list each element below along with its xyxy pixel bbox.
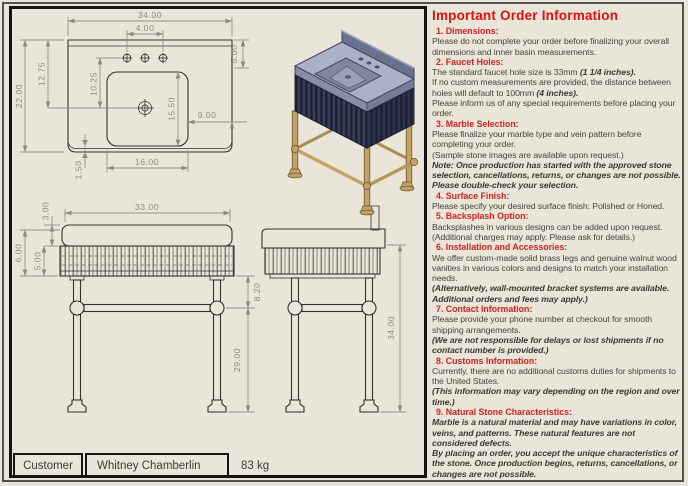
- section-heading: 2. Faucet Holes:: [436, 56, 504, 67]
- section-heading: 9. Natural Stone Characteristics:: [436, 406, 572, 417]
- section-paragraph: Please finalize your marble type and vein pattern before completing your order.: [432, 128, 642, 150]
- customer-name-cell: Whitney Chamberlin: [85, 453, 229, 478]
- dim-top-width: 34.00: [137, 10, 163, 20]
- section-paragraph: Please provide your phone number at checkout for smooth shipping arrangements.: [432, 314, 653, 335]
- top-view: [14, 10, 249, 179]
- dim-side-height: 34.00: [386, 315, 396, 341]
- section-paragraph: (Sample stone images are available upon request.): [432, 149, 624, 160]
- order-info-panel: [432, 7, 682, 479]
- dim-top-backsplash: 5.00: [229, 44, 239, 64]
- section-paragraph: The standard faucet hole size is 33mm (1 1/4 inches).: [432, 67, 636, 78]
- dim-front-slab: 3.00: [40, 201, 51, 221]
- section-heading: 4. Surface Finish:: [436, 190, 510, 201]
- section-heading: 8. Customs Information:: [436, 355, 538, 366]
- iso-view: [288, 31, 418, 215]
- dim-top-basin-depth: 15.50: [166, 96, 177, 122]
- section-heading: 7. Contact Information:: [436, 304, 533, 315]
- section-heading: 6. Installation and Accessories:: [436, 242, 568, 253]
- faucet-holes-symbol: [122, 53, 168, 63]
- top-view-dimensions: [14, 10, 249, 179]
- title-block: [13, 453, 269, 478]
- section-heading: 3. Marble Selection:: [436, 118, 519, 129]
- dim-top-holes: 4.00: [135, 23, 155, 33]
- section-paragraph: By placing an order, you accept the unique characteristics of the stone. Once production begins, returns, cancellations, or changes are not possible.: [432, 448, 678, 479]
- weight-value: 83 kg: [241, 459, 270, 472]
- section-paragraph: If no custom measurements are provided, the distance between holes will default to 100mm (4 inches).: [432, 77, 671, 98]
- dim-front-apron: 6.00: [13, 243, 24, 263]
- dim-front-crossbar: 8.20: [252, 282, 262, 302]
- section-heading: 1. Dimensions:: [436, 26, 499, 36]
- section-paragraph: (Alternatively, wall-mounted bracket systems are available. Additional orders and fees may apply.): [432, 283, 670, 304]
- info-sections: [432, 26, 682, 479]
- section-paragraph: Please inform us of any special requirements before placing your order.: [432, 98, 676, 119]
- section-paragraph: Currently, there are no additional customs duties for shipments to the United States.: [432, 365, 676, 387]
- section-paragraph: Backsplashes in various designs can be added upon request.: [432, 221, 663, 232]
- dim-front-legs: 29.00: [232, 347, 242, 373]
- dim-top-basin-right: 9.00: [197, 110, 217, 120]
- section-paragraph: Marble is a natural material and may have variations in color, veins, and patterns. These natural features are not considered defects.: [432, 417, 677, 448]
- section-paragraph: (We are not responsible for delays or lost shipments if no contact number is provided.): [432, 334, 664, 356]
- section-paragraph: Please do not complete your order before finalizing your overall dimensions and inner basin measurements.: [432, 36, 669, 57]
- section-paragraph: We offer custom-made solid brass legs and genuine walnut wood vanities in various colors and designs to match your installation needs.: [432, 252, 677, 284]
- section-paragraph: (This information may vary depending on the region and over time.): [432, 386, 680, 407]
- section-paragraph: Note: Once production has started with the approved stone selection, cancellations, returns, or changes are not possible. Please double-check your selection.: [432, 159, 681, 191]
- front-view: [14, 202, 263, 412]
- dim-top-drain: 12.75: [36, 61, 47, 87]
- section-paragraph: Please specify your desired surface finish: Polished or Honed.: [432, 201, 665, 212]
- side-view: [262, 206, 406, 412]
- dim-front-skirt: 5.00: [32, 251, 43, 271]
- side-view-dimensions: [380, 245, 406, 412]
- customer-label-cell: Customer: [13, 453, 83, 478]
- dim-top-basin-back: 10.25: [88, 71, 99, 97]
- info-panel-title: Important Order Information: [432, 8, 619, 23]
- section-heading: 5. Backsplash Option:: [436, 211, 529, 222]
- dim-top-depth: 22.00: [14, 83, 24, 109]
- dim-front-width: 33.00: [134, 202, 160, 212]
- section-paragraph: (Additional charges may apply. Please ask for details.): [432, 231, 635, 242]
- dim-top-basin-width: 16.00: [134, 157, 160, 167]
- dim-top-front-lip: 1.50: [73, 160, 84, 180]
- drain-symbol: [136, 99, 154, 117]
